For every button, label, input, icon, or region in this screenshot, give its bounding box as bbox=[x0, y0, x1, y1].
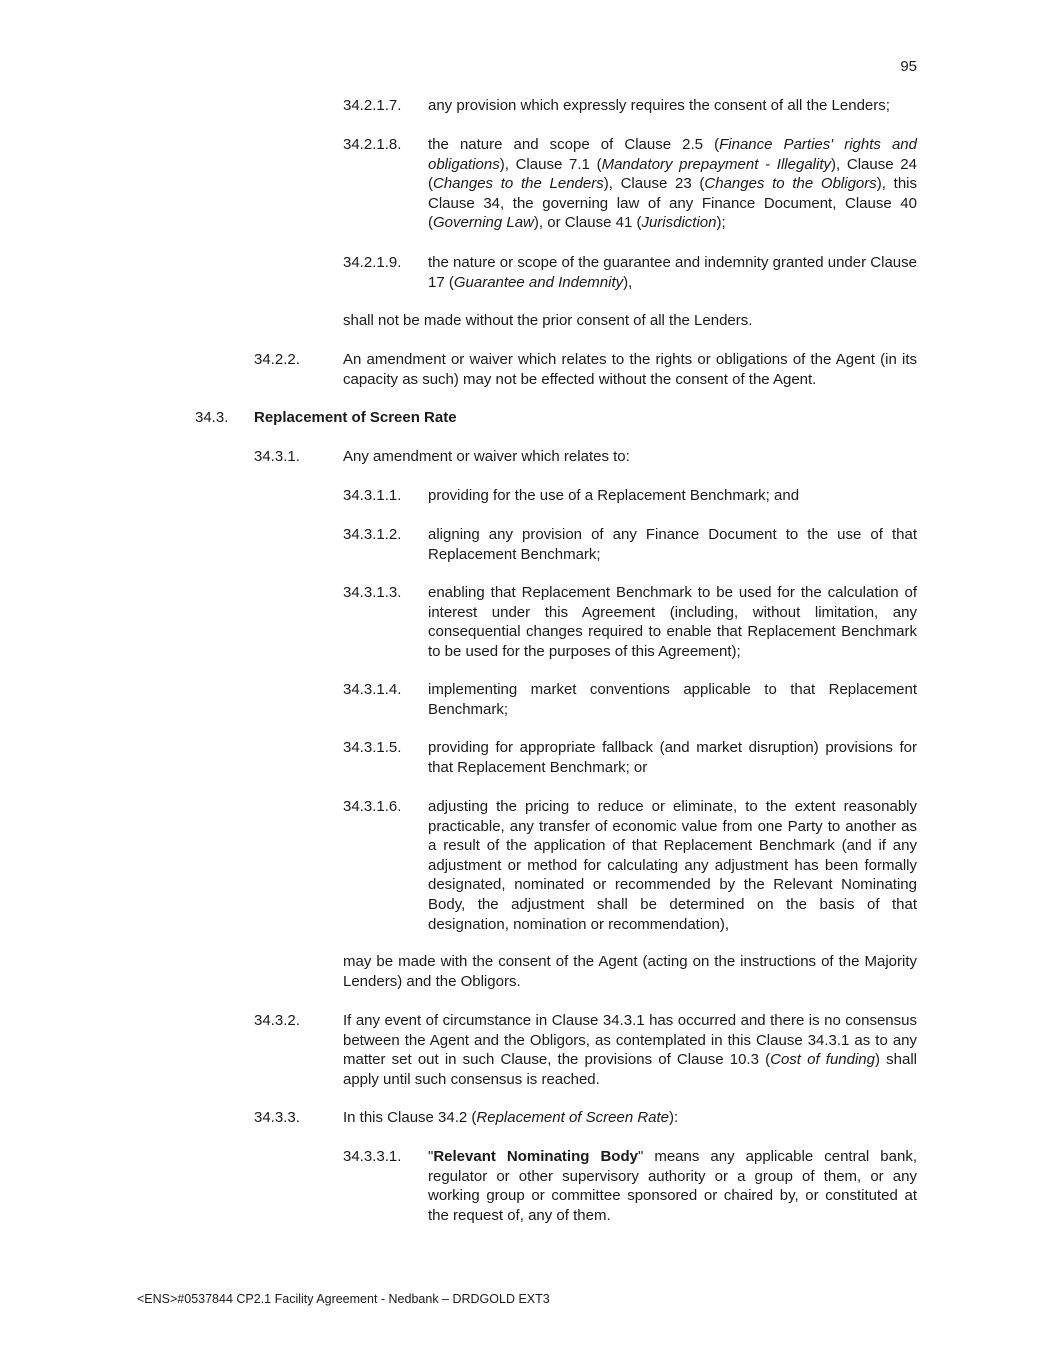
clause-number: 34.3.1.5. bbox=[343, 739, 402, 756]
clause-number: 34.3.3. bbox=[254, 1109, 300, 1126]
document-footer: <ENS>#0537844 CP2.1 Facility Agreement - Nedbank – DRDGOLD EXT3 bbox=[137, 1292, 550, 1306]
clause-number: 34.3.1.4. bbox=[343, 681, 402, 698]
clause-text: An amendment or waiver which relates to the rights or obligations of the Agent (in its capacity as such) may not be effected without the consent of the Agent. bbox=[343, 351, 917, 388]
clause-number: 34.2.2. bbox=[254, 351, 300, 368]
clause-text: "Relevant Nominating Body" means any applicable central bank, regulator or other supervisory authority or a group of them, or any working group or committee sponsored or chaired by, or constituted at the request of, any of them. bbox=[428, 1148, 917, 1224]
clause-number: 34.3.1.6. bbox=[343, 798, 402, 815]
clause-number: 34.3.1. bbox=[254, 448, 300, 465]
clause-number: 34.3. bbox=[195, 409, 229, 426]
clause-number: 34.3.2. bbox=[254, 1012, 300, 1029]
clause-text: If any event of circumstance in Clause 34.3.1 has occurred and there is no consensus between the Agent and the Obligors, as contemplated in this Clause 34.3.1 as to any matter set out in such Clause, the provisions of Clause 10.3 (Cost of funding) shall apply until such consensus is reached. bbox=[343, 1012, 918, 1088]
clause-34-3-1-closing: may be made with the consent of the Agent (acting on the instructions of the Majority Lenders) and the Obligors. bbox=[343, 953, 917, 990]
page-number: 95 bbox=[900, 58, 917, 75]
clause-text: In this Clause 34.2 (Replacement of Screen Rate): bbox=[343, 1109, 679, 1126]
clause-text: providing for the use of a Replacement Benchmark; and bbox=[428, 487, 800, 504]
clause-text: adjusting the pricing to reduce or eliminate, to the extent reasonably practicable, any transfer of economic value from one Party to another as a result of the application of that Replacement Benchmark (and if any adjustment or method for calculating any adjustment has been formally designated, nominated or recommended by the Relevant Nominating Body, the adjustment shall be determined on the basis of that designation, nomination or recommendation), bbox=[428, 798, 917, 933]
clause-text: enabling that Replacement Benchmark to be used for the calculation of interest under this Agreement (including, without limitation, any consequential changes required to enable that Replacement Benchmark to be used for the purposes of this Agreement); bbox=[428, 584, 917, 660]
clause-number: 34.3.1.2. bbox=[343, 526, 402, 543]
clause-text: Any amendment or waiver which relates to: bbox=[343, 448, 630, 465]
clause-number: 34.3.3.1. bbox=[343, 1148, 402, 1165]
clause-text: implementing market conventions applicable to that Replacement Benchmark; bbox=[428, 681, 917, 718]
clause-text: the nature or scope of the guarantee and indemnity granted under Clause 17 (Guarantee and Indemnity), bbox=[428, 254, 917, 291]
clause-34-2-1-closing: shall not be made without the prior consent of all the Lenders. bbox=[343, 312, 753, 329]
clause-number: 34.2.1.7. bbox=[343, 97, 402, 114]
clause-number: 34.2.1.8. bbox=[343, 136, 402, 153]
clause-number: 34.3.1.1. bbox=[343, 487, 402, 504]
clause-number: 34.3.1.3. bbox=[343, 584, 402, 601]
clause-text: any provision which expressly requires the consent of all the Lenders; bbox=[428, 97, 890, 114]
section-heading: Replacement of Screen Rate bbox=[254, 409, 457, 426]
clause-text: the nature and scope of Clause 2.5 (Finance Parties' rights and obligations), Clause 7.1 (Mandatory prepayment - Illegality), Clause 24 (Changes to the Lenders), Clause 23 (Changes to the Obligors), this Clause 34, the governing law of any Finance Document, Clause 40 (Governing Law), or Clause 41 (Jurisdiction); bbox=[428, 136, 917, 232]
clause-number: 34.2.1.9. bbox=[343, 254, 402, 271]
clause-text: aligning any provision of any Finance Document to the use of that Replacement Benchmark; bbox=[428, 526, 917, 563]
clause-text: providing for appropriate fallback (and market disruption) provisions for that Replacement Benchmark; or bbox=[428, 739, 917, 776]
